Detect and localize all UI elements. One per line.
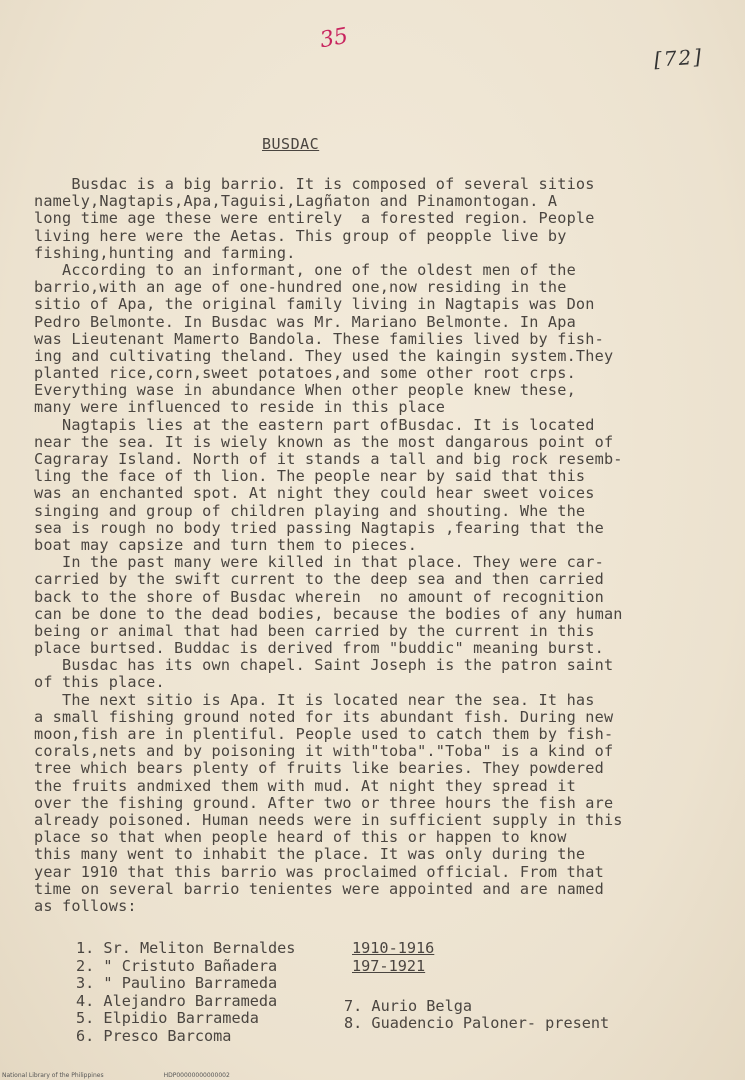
- teniente-years: 197-1921: [352, 956, 426, 975]
- text-line: moon,fish are in plentiful. People used to catch them by fish-: [34, 725, 614, 743]
- teniente-name: 2. " Cristuto Bañadera: [76, 956, 278, 975]
- teniente-name: 8. Guadencio Paloner- present: [344, 1014, 610, 1032]
- text-line: Pedro Belmonte. In Busdac was Mr. Mariano Belmonte. In Apa: [34, 312, 576, 331]
- tenientes-list: [76, 940, 716, 1045]
- text-line: over the fishing ground. After two or three hours the fish are: [34, 793, 614, 812]
- text-line: boat may capsize and turn them to pieces.: [34, 535, 418, 554]
- text-line: long time age these were entirely a forested region. People: [34, 209, 595, 228]
- document-body: [34, 176, 724, 915]
- teniente-name: 1. Sr. Meliton Bernaldes: [76, 939, 296, 957]
- text-line: living here were the Aetas. This group of peopple live by: [34, 226, 567, 245]
- text-line: can be done to the dead bodies, because the bodies of any human: [34, 604, 623, 623]
- text-line: sea is rough no body tried passing Nagtapis ,fearing that the: [34, 518, 604, 537]
- list-item: [76, 958, 716, 976]
- text-line: already poisoned. Human needs were in sufficient supply in this: [34, 810, 623, 829]
- text-line: According to an informant, one of the oldest men of the: [34, 260, 576, 279]
- text-line: this many went to inhabit the place. It was only during the: [34, 845, 586, 864]
- text-line: barrio,with an age of one-hundred one,now residing in the: [34, 278, 567, 297]
- teniente-name: 4. Alejandro Barrameda: [76, 991, 278, 1010]
- teniente-name: 5. Elpidio Barrameda: [76, 1009, 259, 1027]
- text-line: as follows:: [34, 896, 137, 915]
- footer-code: HDP00000000000002: [163, 1072, 230, 1079]
- text-line: The next sitio is Apa. It is located near the sea. It has: [34, 690, 595, 709]
- text-line: was Lieutenant Mamerto Bandola. These families lived by fish-: [34, 329, 604, 348]
- teniente-name: 6. Presco Barcoma: [76, 1026, 232, 1045]
- text-line: place burtsed. Buddac is derived from "buddic" meaning burst.: [34, 639, 604, 658]
- page-number-annotation: 35: [318, 23, 350, 54]
- text-line: Busdac is a big barrio. It is composed of several sitios: [34, 175, 595, 193]
- text-line: was an enchanted spot. At night they could hear sweet voices: [34, 484, 595, 503]
- list-item: [76, 991, 716, 1015]
- text-line: time on several barrio tenientes were appointed and are named: [34, 879, 604, 898]
- text-line: Cagraray Island. North of it stands a tall and big rock resemb-: [34, 450, 623, 468]
- text-line: of this place.: [34, 673, 165, 692]
- text-line: tree which bears plenty of fruits like bearies. They powdered: [34, 759, 604, 778]
- text-line: carried by the swift current to the deep sea and then carried: [34, 570, 604, 589]
- list-item: [76, 1009, 716, 1032]
- text-line: a small fishing ground noted for its abundant fish. During new: [34, 707, 614, 726]
- page-code-annotation: [72]: [653, 44, 704, 72]
- text-line: planted rice,corn,sweet potatoes,and some other root crps.: [34, 364, 576, 383]
- text-line: corals,nets and by poisoning it with"toba"."Toba" is a kind of: [34, 742, 614, 761]
- text-line: namely,Nagtapis,Apa,Taguisi,Lagñaton and Pinamontogan. A: [34, 192, 558, 211]
- text-line: fishing,hunting and farming.: [34, 243, 296, 262]
- text-line: the fruits andmixed them with mud. At night they spread it: [34, 776, 576, 795]
- teniente-name: 7. Aurio Belga: [344, 996, 473, 1015]
- list-item: [76, 1028, 716, 1046]
- list-item: [76, 940, 716, 958]
- text-line: Nagtapis lies at the eastern part ofBusdac. It is located: [34, 415, 595, 434]
- text-line: back to the shore of Busdac wherein no amount of recognition: [34, 587, 604, 606]
- list-item: [76, 975, 716, 993]
- text-line: In the past many were killed in that place. They were car-: [34, 553, 604, 572]
- text-line: ling the face of th lion. The people near by said that this: [34, 467, 586, 486]
- text-line: year 1910 that this barrio was proclaimed official. From that: [34, 862, 604, 881]
- text-line: many were influenced to reside in this place: [34, 398, 446, 417]
- text-line: sitio of Apa, the original family living in Nagtapis was Don: [34, 295, 595, 314]
- teniente-name: 3. " Paulino Barrameda: [76, 974, 278, 992]
- teniente-years: 1910-1916: [352, 939, 435, 957]
- text-line: Busdac has its own chapel. Saint Joseph is the patron saint: [34, 656, 614, 675]
- text-line: being or animal that had been carried by the current in this: [34, 621, 595, 640]
- text-line: place so that when people heard of this or happen to know: [34, 828, 567, 847]
- document-title: BUSDAC: [262, 135, 320, 153]
- text-line: singing and group of children playing and shouting. Whe the: [34, 501, 586, 520]
- text-line: ing and cultivating theland. They used the kaingin system.They: [34, 346, 614, 365]
- text-line: Everything wase in abundance When other people knew these,: [34, 381, 576, 400]
- footer-library: National Library of the Philippines: [2, 1072, 104, 1079]
- text-line: near the sea. It is wiely known as the most dangarous point of: [34, 432, 614, 451]
- page-footer: [2, 1072, 230, 1079]
